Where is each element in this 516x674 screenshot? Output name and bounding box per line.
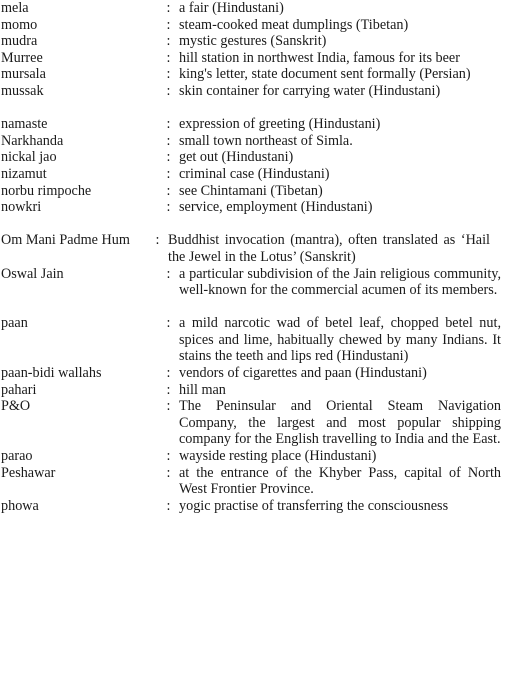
glossary-definition: service, employment (Hindustani)	[179, 199, 373, 216]
glossary-definition: steam-cooked meat dumplings (Tibetan)	[179, 16, 409, 33]
glossary-definition: The Peninsular and Oriental Steam Navigation Company, the largest and most popular shipping company for the English travelling to India and the East.	[179, 398, 501, 448]
glossary-definition: get out (Hindustani)	[179, 149, 294, 166]
glossary-group	[0, 232, 516, 298]
glossary-entry	[0, 33, 516, 50]
term-separator: :	[166, 448, 171, 465]
glossary-term: mursala	[1, 66, 46, 83]
glossary-term: Murree	[1, 49, 43, 66]
glossary-entry	[0, 465, 516, 498]
glossary-entry	[0, 365, 516, 382]
glossary-entry	[0, 116, 516, 133]
term-separator: :	[166, 265, 171, 282]
glossary-entry	[0, 315, 516, 365]
glossary-definition: hill man	[179, 381, 226, 398]
term-separator: :	[166, 199, 171, 216]
term-separator: :	[166, 66, 171, 83]
term-separator: :	[166, 365, 171, 382]
glossary-term: nowkri	[1, 199, 42, 216]
term-separator: :	[155, 232, 160, 249]
glossary-definition: king's letter, state document sent formally (Persian)	[179, 66, 471, 83]
glossary-entry	[0, 83, 516, 100]
glossary-entry	[0, 66, 516, 83]
term-separator: :	[166, 116, 171, 133]
glossary-entry	[0, 149, 516, 166]
glossary-entry	[0, 17, 516, 34]
glossary-term: mussak	[1, 82, 44, 99]
glossary-definition: wayside resting place (Hindustani)	[179, 448, 377, 465]
glossary-entry	[0, 232, 516, 265]
glossary-entry	[0, 133, 516, 150]
term-separator: :	[166, 464, 171, 481]
glossary-term: pahari	[1, 381, 37, 398]
glossary-definition: expression of greeting (Hindustani)	[179, 116, 381, 133]
glossary-definition: a particular subdivision of the Jain religious community, well-known for the commercial acumen of its members.	[179, 265, 501, 299]
glossary-term: Om Mani Padme Hum	[1, 232, 130, 249]
term-separator: :	[166, 132, 171, 149]
glossary-term: nizamut	[1, 165, 47, 182]
term-separator: :	[166, 398, 171, 415]
glossary-entry	[0, 266, 516, 299]
glossary-definition: Buddhist invocation (mantra), often translated as ‘Hail the Jewel in the Lotus’ (Sanskrit)	[168, 232, 490, 265]
glossary-definition: skin container for carrying water (Hindustani)	[179, 82, 441, 99]
glossary-definition: yogic practise of transferring the consciousness	[179, 497, 449, 514]
glossary-group	[0, 315, 516, 514]
glossary-group	[0, 116, 516, 216]
glossary-term: paan-bidi wallahs	[1, 365, 102, 382]
glossary-term: namaste	[1, 116, 48, 133]
glossary-term: Peshawar	[1, 464, 56, 481]
term-separator: :	[166, 0, 171, 16]
term-separator: :	[166, 149, 171, 166]
glossary-entry	[0, 382, 516, 399]
glossary-definition: small town northeast of Simla.	[179, 132, 353, 149]
glossary-entry	[0, 0, 516, 17]
term-separator: :	[166, 381, 171, 398]
glossary-definition: criminal case (Hindustani)	[179, 165, 330, 182]
glossary-entry	[0, 50, 516, 67]
glossary-definition: at the entrance of the Khyber Pass, capital of North West Frontier Province.	[179, 464, 501, 498]
term-separator: :	[166, 49, 171, 66]
glossary-term: mudra	[1, 33, 38, 50]
glossary-entry	[0, 199, 516, 216]
glossary-term: P&O	[1, 398, 31, 415]
glossary-entry	[0, 448, 516, 465]
glossary-term: parao	[1, 448, 33, 465]
glossary-definition: a mild narcotic wad of betel leaf, chopped betel nut, spices and lime, habitually chewed by many Indians. It stains the teeth and lips red (Hindustani)	[179, 315, 501, 365]
glossary-term: norbu rimpoche	[1, 182, 92, 199]
glossary-group	[0, 0, 516, 100]
glossary-definition: a fair (Hindustani)	[179, 0, 284, 16]
glossary-definition: hill station in northwest India, famous for its beer	[179, 49, 460, 66]
glossary-entry	[0, 166, 516, 183]
term-separator: :	[166, 33, 171, 50]
term-separator: :	[166, 16, 171, 33]
term-separator: :	[166, 82, 171, 99]
glossary-term: momo	[1, 16, 38, 33]
glossary-entry	[0, 398, 516, 448]
glossary-term: paan	[1, 315, 28, 332]
glossary-definition: vendors of cigarettes and paan (Hindustani)	[179, 365, 427, 382]
glossary-term: Narkhanda	[1, 132, 64, 149]
glossary-term: Oswal Jain	[1, 265, 64, 282]
glossary-term: nickal jao	[1, 149, 57, 166]
glossary-entry	[0, 498, 516, 515]
term-separator: :	[166, 182, 171, 199]
glossary-term: phowa	[1, 497, 39, 514]
glossary-definition: mystic gestures (Sanskrit)	[179, 33, 327, 50]
glossary-term: mela	[1, 0, 29, 16]
glossary-entry	[0, 183, 516, 200]
term-separator: :	[166, 497, 171, 514]
term-separator: :	[166, 165, 171, 182]
term-separator: :	[166, 315, 171, 332]
glossary-definition: see Chintamani (Tibetan)	[179, 182, 323, 199]
